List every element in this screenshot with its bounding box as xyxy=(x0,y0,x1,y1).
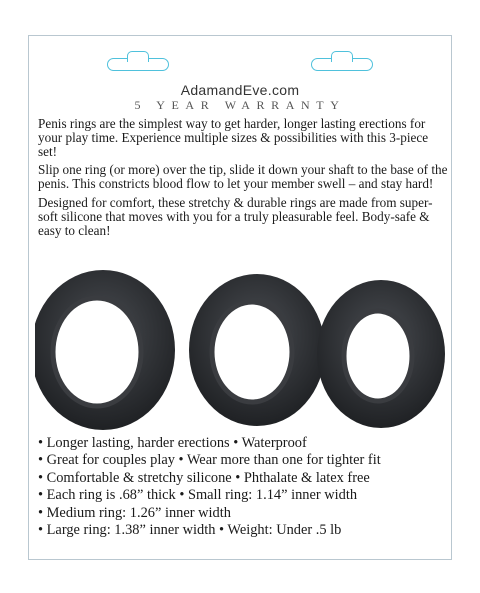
website-text: AdamandEve.com xyxy=(180,82,300,98)
hanger-slot-right xyxy=(311,58,373,71)
warranty-text: 5 YEAR WARRANTY xyxy=(134,98,346,112)
feature-line: • Great for couples play • Wear more than one for tighter fit xyxy=(38,452,381,469)
small-ring xyxy=(317,280,445,428)
product-description xyxy=(38,117,450,242)
description-paragraph: Slip one ring (or more) over the tip, slide it down your shaft to the base of the penis. This constricts blood flow to let your member swell – and stay hard! xyxy=(38,162,448,192)
description-paragraph: Designed for comfort, these stretchy & durable rings are made from super-soft silicone that moves with you for a truly pleasurable feel. Body-safe & easy to clean! xyxy=(38,194,433,238)
hanger-slot-left xyxy=(107,58,169,71)
feature-line: • Longer lasting, harder erections • Waterproof xyxy=(38,435,307,451)
medium-ring xyxy=(189,274,325,426)
feature-line: • Each ring is .68” thick • Small ring: 1.14” inner width xyxy=(38,487,358,504)
product-rings-image xyxy=(35,264,447,434)
feature-list xyxy=(38,435,450,539)
large-ring xyxy=(35,270,175,430)
description-paragraph: Penis rings are the simplest way to get harder, longer lasting erections for your play time. Experience multiple sizes & possibilities with this 3-piece set! xyxy=(38,116,429,159)
feature-line: • Medium ring: 1.26” inner width xyxy=(38,504,231,521)
package-card xyxy=(28,35,452,560)
feature-line: • Comfortable & stretchy silicone • Phthalate & latex free xyxy=(38,469,370,486)
feature-line: • Large ring: 1.38” inner width • Weight: Under .5 lb xyxy=(38,522,342,539)
